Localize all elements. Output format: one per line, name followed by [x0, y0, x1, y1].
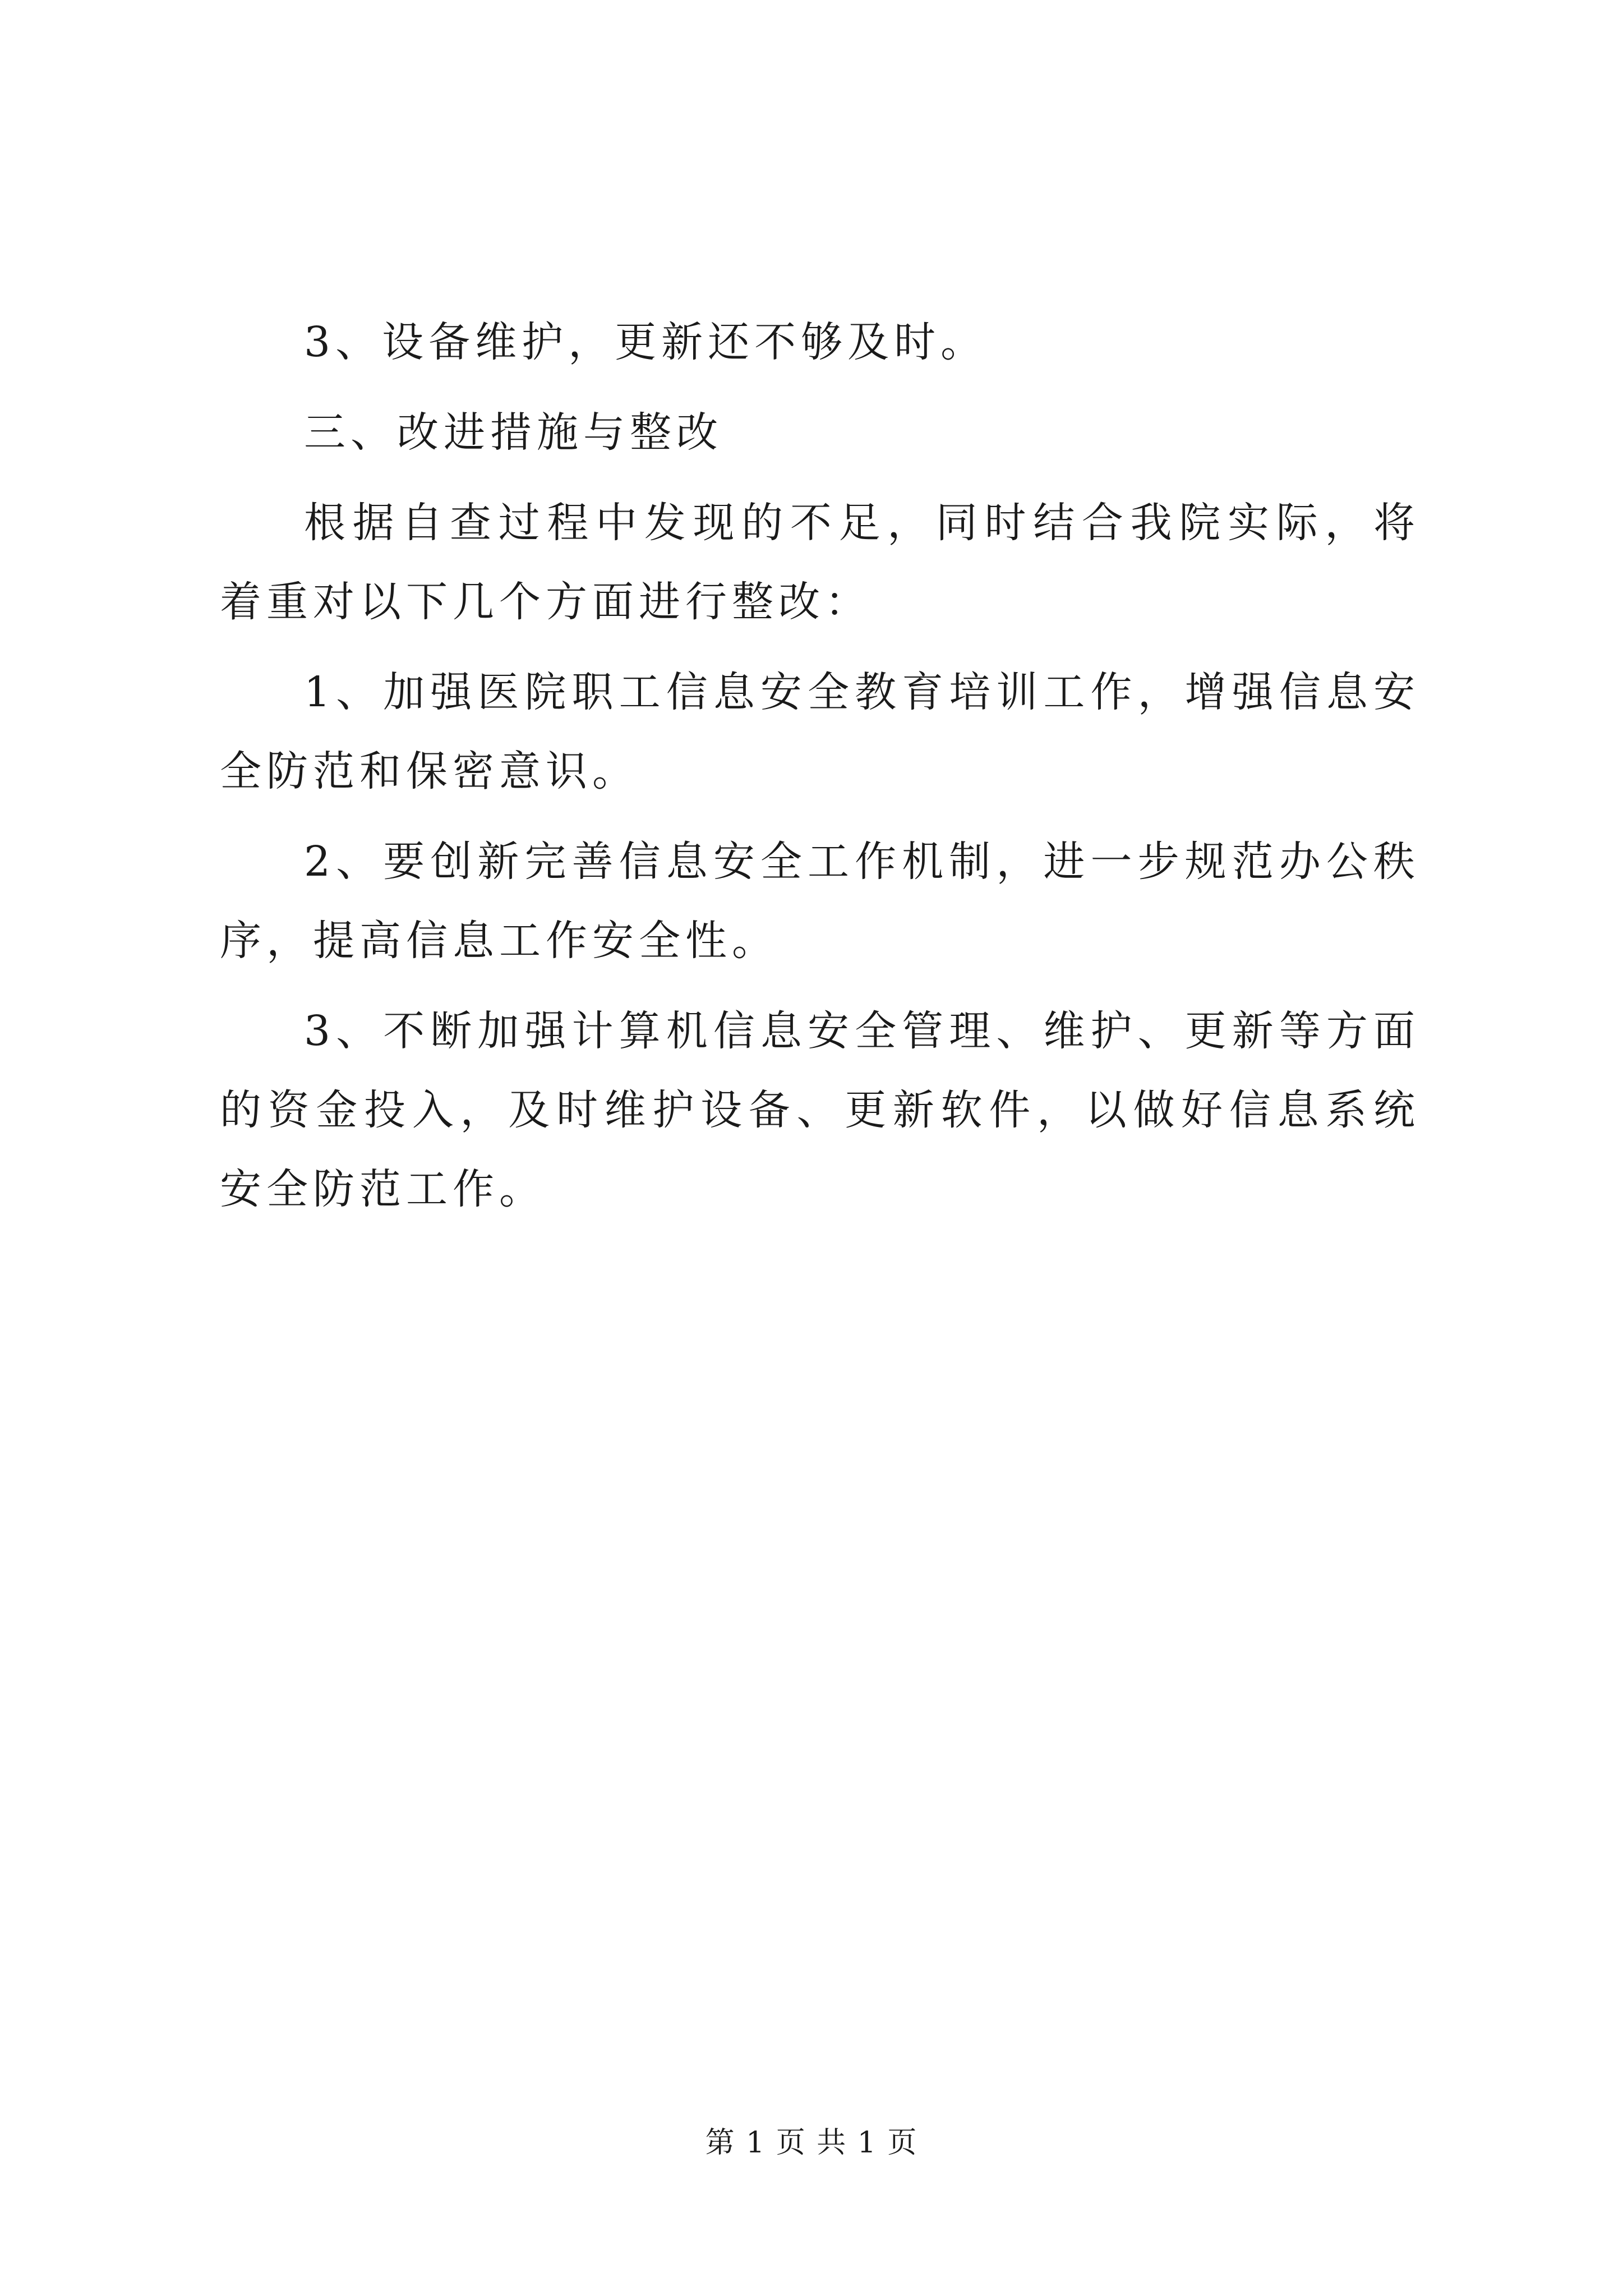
- paragraph-item-2: 2、要创新完善信息安全工作机制，进一步规范办公秩序，提高信息工作安全性。: [220, 838, 1420, 965]
- paragraph-equipment-maintenance: 3、设备维护，更新还不够及时。: [304, 318, 988, 366]
- paragraph-item-3: 3、不断加强计算机信息安全管理、维护、更新等方面的资金投入，及时维护设备、更新软件，以做好信息系统安全防范工作。: [220, 1007, 1420, 1213]
- page-footer: 第 1 页 共 1 页: [705, 2126, 918, 2160]
- paragraph-rectification-intro: 根据自查过程中发现的不足，同时结合我院实际，将着重对以下几个方面进行整改：: [220, 499, 1420, 626]
- document-body: [220, 303, 1420, 1240]
- section-heading-improvement: 三、改进措施与整改: [304, 408, 723, 457]
- paragraph-item-1: 1、加强医院职工信息安全教育培训工作，增强信息安全防范和保密意识。: [220, 668, 1420, 795]
